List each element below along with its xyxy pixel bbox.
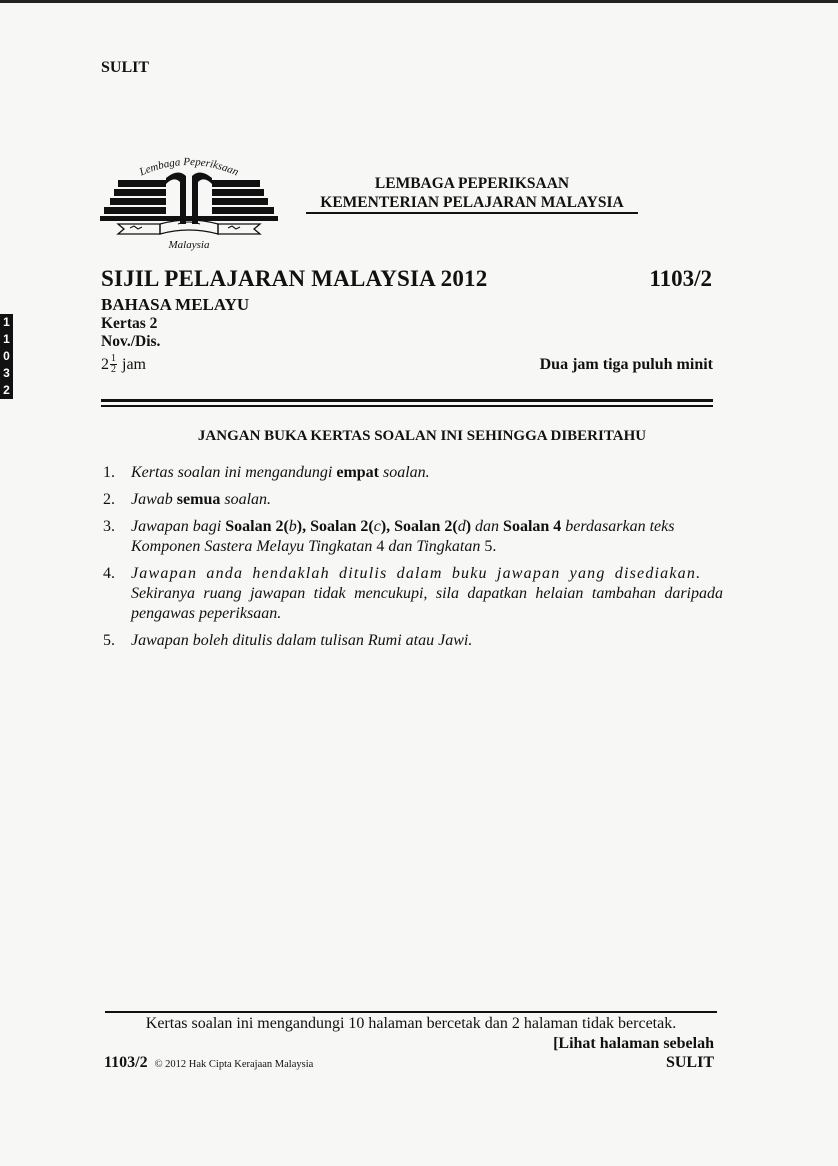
logo-bottom-text: Malaysia — [168, 239, 210, 251]
side-tab-digit: 1 — [3, 315, 10, 329]
footer-rule — [105, 1011, 717, 1013]
header-rule-thin — [101, 405, 713, 407]
duration-denominator: 2 — [111, 364, 116, 375]
instruction-item — [103, 631, 723, 651]
header-rule-thick — [101, 399, 713, 402]
footer-copyright: © 2012 Hak Cipta Kerajaan Malaysia — [154, 1059, 314, 1070]
duration-unit: jam — [122, 355, 146, 373]
logo-emblem — [100, 150, 278, 254]
agency-line-2: KEMENTERIAN PELAJARAN MALAYSIA — [320, 194, 624, 211]
logo-arc-text: Lembaga Peperiksaan — [137, 155, 241, 179]
instruction-item — [103, 463, 723, 483]
warning-text: JANGAN BUKA KERTAS SOALAN INI SEHINGGA DIBERITAHU — [197, 428, 647, 444]
instruction-number: 2. — [103, 491, 115, 508]
duration-words: Dua jam tiga puluh minit — [539, 356, 713, 373]
agency-underline — [306, 212, 638, 214]
session: Nov./Dis. — [101, 333, 161, 350]
scan-top-edge — [0, 0, 838, 3]
instruction-item — [103, 517, 723, 557]
instruction-text: Jawapan boleh ditulis dalam tulisan Rumi atau Jawi. — [131, 632, 473, 649]
agency-line-1: LEMBAGA PEPERIKSAAN — [374, 175, 570, 192]
instructions-list — [103, 463, 723, 658]
duration — [101, 354, 146, 375]
subject: BAHASA MELAYU — [101, 295, 250, 314]
paper-code-side-tab — [0, 314, 13, 399]
agency-block — [306, 174, 638, 212]
instruction-number: 3. — [103, 518, 115, 535]
instruction-number: 5. — [103, 632, 115, 649]
instruction-text: Jawab semua soalan. — [131, 491, 272, 508]
paper-number: Kertas 2 — [101, 315, 158, 332]
duration-fraction — [110, 354, 117, 375]
side-tab-digit: 2 — [3, 383, 10, 397]
instruction-text: Kertas soalan ini mengandungi empat soalan. — [131, 464, 430, 481]
lembaga-logo — [100, 150, 278, 254]
instruction-text: Jawapan bagi Soalan 2(b), Soalan 2(c), Soalan 2(d) dan Soalan 4 berdasarkan teks Komponen Sastera Melayu Tingkatan 4 dan Tingkatan 5. — [131, 518, 675, 555]
sulit-header: SULIT — [101, 59, 150, 76]
side-tab-digit: 0 — [3, 349, 10, 363]
footer-pages-note: Kertas soalan ini mengandungi 10 halaman bercetak dan 2 halaman tidak bercetak. — [145, 1015, 677, 1032]
instruction-item — [103, 490, 723, 510]
instruction-text: Jawapan anda hendaklah ditulis dalam buku jawapan yang disediakan. Sekiranya ruang jawapan tidak mencukupi, sila dapatkan helaian tambahan daripada pengawas peperiksaan. — [131, 565, 723, 622]
instruction-number: 1. — [103, 464, 115, 481]
instruction-item — [103, 564, 723, 624]
footer-code: 1103/2 — [104, 1054, 148, 1071]
exam-code: 1103/2 — [649, 266, 712, 291]
footer-sulit: SULIT — [665, 1054, 714, 1071]
duration-whole: 2 — [101, 355, 109, 373]
next-page-note: [Lihat halaman sebelah — [553, 1035, 714, 1052]
duration-numerator: 1 — [111, 353, 116, 364]
footer-code-line — [104, 1054, 313, 1072]
exam-title: SIJIL PELAJARAN MALAYSIA 2012 — [101, 266, 488, 291]
instruction-number: 4. — [103, 565, 115, 582]
side-tab-digit: 1 — [3, 332, 10, 346]
side-tab-digit: 3 — [3, 366, 10, 380]
